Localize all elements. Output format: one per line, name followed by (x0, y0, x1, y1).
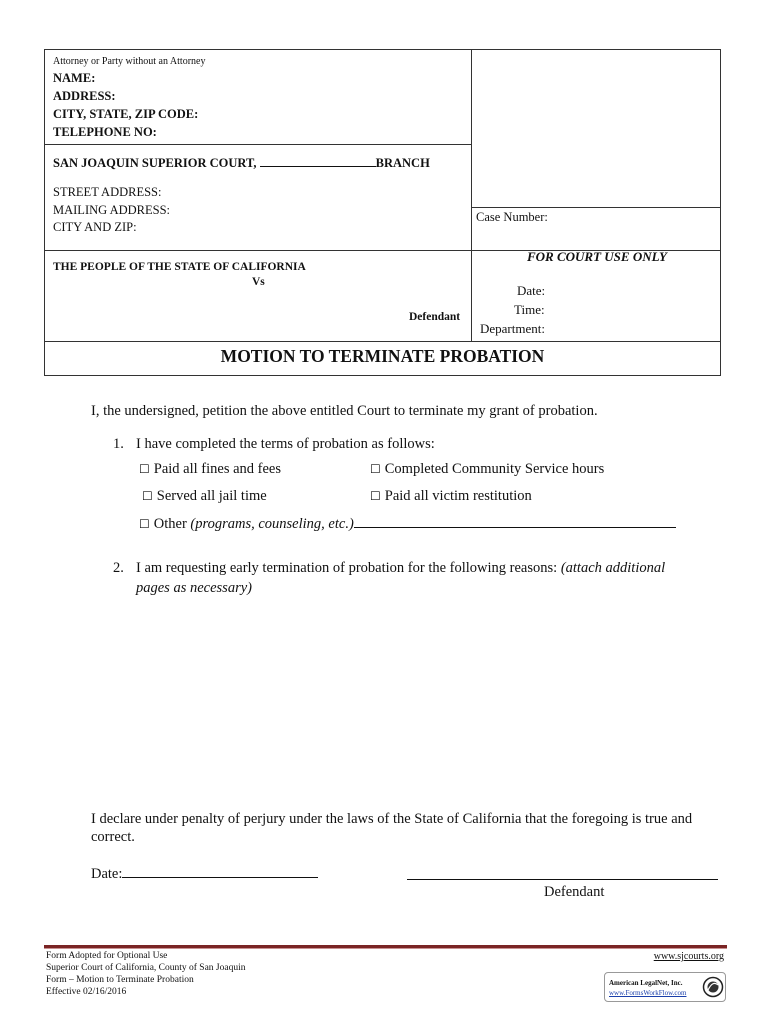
item-2-hint-b: pages as necessary) (136, 580, 252, 596)
item-2-number: 2. (113, 560, 124, 576)
other-input-line[interactable] (354, 515, 676, 528)
city-zip-label: CITY AND ZIP: (53, 220, 137, 234)
hearing-date-label: Date: (517, 283, 546, 298)
option-paid-fines[interactable] (139, 461, 281, 478)
caption-divider-vertical (471, 49, 472, 341)
option-victim-restitution-label: Paid all victim restitution (384, 488, 532, 504)
option-jail-time-label: Served all jail time (156, 488, 267, 504)
option-other[interactable] (139, 515, 676, 533)
branch-label: BRANCH (375, 156, 430, 170)
item-2-text (136, 560, 665, 577)
street-address-label: STREET ADDRESS: (53, 185, 162, 199)
telephone-label: TELEPHONE NO: (53, 125, 157, 139)
title-divider (44, 341, 721, 342)
checkbox-icon[interactable]: ☐ (139, 517, 150, 531)
footer-line-1: Form Adopted for Optional Use (46, 951, 168, 961)
signature-label: Defendant (544, 884, 605, 900)
case-number-label: Case Number: (476, 210, 548, 224)
case-number-divider (471, 207, 721, 208)
date-label: Date: (91, 866, 123, 882)
declaration-line-2: correct. (91, 829, 135, 845)
date-input-line[interactable] (122, 863, 318, 878)
city-state-zip-label: CITY, STATE, ZIP CODE: (53, 107, 199, 121)
court-name-line (53, 154, 430, 172)
court-name: SAN JOAQUIN SUPERIOR COURT, (53, 156, 257, 170)
declaration-line-1: I declare under penalty of perjury under the laws of the State of California that the foregoing is true and (91, 811, 693, 827)
branch-blank[interactable] (260, 154, 376, 167)
hearing-time-label: Time: (514, 302, 545, 317)
checkbox-icon[interactable]: ☐ (370, 462, 381, 476)
alnet-logo-icon (702, 976, 724, 998)
option-victim-restitution[interactable] (370, 488, 532, 505)
option-jail-time[interactable] (142, 488, 267, 505)
checkbox-icon[interactable]: ☐ (142, 489, 153, 503)
item-1-number: 1. (113, 436, 124, 452)
option-community-service[interactable] (370, 461, 604, 478)
item-2-hint-a: (attach additional (560, 560, 666, 576)
attorney-label: Attorney or Party without an Attorney (53, 56, 206, 67)
hearing-department-label: Department: (480, 321, 545, 336)
signature-line[interactable] (407, 879, 718, 880)
court-divider (44, 144, 472, 145)
alnet-name: American LegalNet, Inc. (609, 979, 683, 987)
vs-label: Vs (252, 276, 265, 288)
court-website-link[interactable]: www.sjcourts.org (653, 951, 724, 962)
form-title: MOTION TO TERMINATE PROBATION (220, 346, 545, 366)
footer-rule (44, 945, 727, 949)
footer-line-4: Effective 02/16/2016 (46, 987, 127, 997)
alnet-badge[interactable] (604, 972, 726, 1002)
intro-text: I, the undersigned, petition the above entitled Court to terminate my grant of probation. (91, 403, 598, 419)
option-paid-fines-label: Paid all fines and fees (153, 461, 282, 477)
checkbox-icon[interactable]: ☐ (139, 462, 150, 476)
people-label: THE PEOPLE OF THE STATE OF CALIFORNIA (53, 261, 306, 273)
alnet-url[interactable]: www.FormsWorkFlow.com (609, 989, 687, 997)
court-use-only-label: FOR COURT USE ONLY (526, 249, 667, 264)
date-field[interactable] (91, 863, 318, 883)
mailing-address-label: MAILING ADDRESS: (53, 203, 171, 217)
defendant-caption-label: Defendant (409, 311, 461, 323)
option-other-label: Other (153, 516, 187, 532)
name-label: NAME: (53, 71, 96, 85)
footer-line-3: Form – Motion to Terminate Probation (46, 975, 194, 985)
footer-line-2: Superior Court of California, County of San Joaquin (46, 963, 246, 973)
option-community-service-label: Completed Community Service hours (384, 461, 605, 477)
item-1-text: I have completed the terms of probation as follows: (136, 436, 435, 452)
option-other-hint: (programs, counseling, etc.) (190, 516, 354, 532)
address-label: ADDRESS: (53, 89, 116, 103)
checkbox-icon[interactable]: ☐ (370, 489, 381, 503)
item-2-label: I am requesting early termination of probation for the following reasons: (136, 560, 558, 576)
